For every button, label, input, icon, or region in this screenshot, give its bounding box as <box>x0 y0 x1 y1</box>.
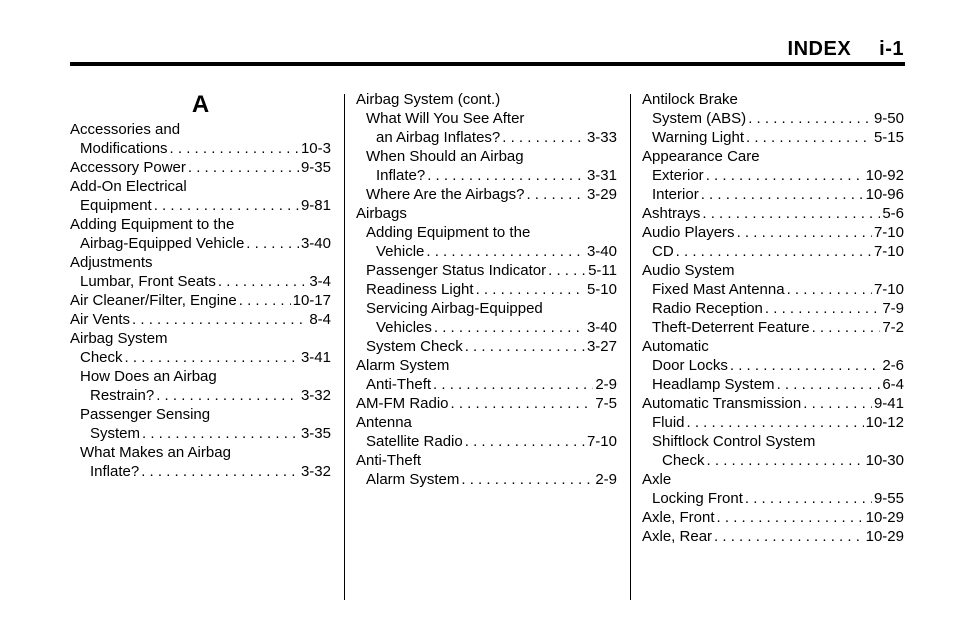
index-entry <box>70 120 331 139</box>
index-entry <box>642 166 904 185</box>
entry-term: Restrain? <box>90 387 155 404</box>
index-entry <box>356 90 617 109</box>
index-title: INDEX <box>787 38 852 60</box>
index-entry <box>70 196 331 215</box>
index-entry <box>642 109 904 128</box>
index-entry <box>642 413 904 432</box>
entry-term: Airbags <box>356 205 407 222</box>
entry-page: 9-55 <box>873 490 904 507</box>
entry-page: 7-10 <box>873 243 904 260</box>
index-entry <box>356 413 617 432</box>
entry-term: Inflate? <box>90 463 140 480</box>
entry-term: Axle, Rear <box>642 528 713 545</box>
entry-term: Appearance Care <box>642 148 760 165</box>
entry-term: Fixed Mast Antenna <box>652 281 785 298</box>
index-entry <box>70 443 331 462</box>
entry-term: Interior <box>652 186 699 203</box>
dot-leader <box>239 291 291 310</box>
entry-term: What Will You See After <box>366 110 525 127</box>
entry-page: 10-92 <box>865 167 904 184</box>
entry-term: Ashtrays <box>642 205 701 222</box>
dot-leader <box>426 242 585 261</box>
index-entry <box>70 462 331 481</box>
index-entry <box>70 405 331 424</box>
entry-page: 2-9 <box>595 471 617 488</box>
entry-term: Where Are the Airbags? <box>366 186 525 203</box>
entry-term: Vehicles <box>376 319 432 336</box>
entry-term: Headlamp System <box>652 376 775 393</box>
index-entry <box>642 280 904 299</box>
index-entry <box>642 223 904 242</box>
index-entry <box>356 432 617 451</box>
entry-term: Audio System <box>642 262 735 279</box>
index-entry <box>70 291 331 310</box>
index-entry <box>356 356 617 375</box>
dot-leader <box>777 375 881 394</box>
section-letter: A <box>191 91 210 118</box>
index-entry <box>70 215 331 234</box>
dot-leader <box>170 139 299 158</box>
dot-leader <box>132 310 307 329</box>
entry-term: Readiness Light <box>366 281 474 298</box>
entry-page: 8-4 <box>309 311 331 328</box>
entry-term: Warning Light <box>652 129 744 146</box>
index-entry <box>642 261 904 280</box>
dot-leader <box>154 196 299 215</box>
entry-page: 3-31 <box>586 167 617 184</box>
entry-term: Servicing Airbag-Equipped <box>366 300 543 317</box>
entry-term: Axle, Front <box>642 509 715 526</box>
dot-leader <box>745 489 872 508</box>
entry-term: Exterior <box>652 167 704 184</box>
dot-leader <box>748 109 872 128</box>
entry-term: Fluid <box>652 414 685 431</box>
page-number: i-1 <box>879 38 904 60</box>
index-entry <box>356 128 617 147</box>
index-entry <box>70 234 331 253</box>
entry-term: Satellite Radio <box>366 433 463 450</box>
entry-page: 9-41 <box>873 395 904 412</box>
index-entry <box>356 223 617 242</box>
index-entry <box>642 356 904 375</box>
entry-page: 7-9 <box>882 300 904 317</box>
index-entry <box>642 299 904 318</box>
entry-term: Door Locks <box>652 357 728 374</box>
index-entry <box>356 147 617 166</box>
entry-term: Accessories and <box>70 121 181 138</box>
entry-term: Inflate? <box>376 167 426 184</box>
entry-page: 5-10 <box>586 281 617 298</box>
dot-leader <box>765 299 880 318</box>
index-entry <box>70 272 331 291</box>
entry-page: 3-41 <box>300 349 331 366</box>
entry-page: 10-17 <box>292 292 331 309</box>
entry-term: Adjustments <box>70 254 153 271</box>
header-rule <box>70 62 905 66</box>
entry-term: Airbag System (cont.) <box>356 91 501 108</box>
dot-leader <box>717 508 864 527</box>
dot-leader <box>142 424 299 443</box>
dot-leader <box>803 394 872 413</box>
entry-page: 10-3 <box>300 140 331 157</box>
index-entry <box>70 424 331 443</box>
entry-term: System <box>90 425 141 442</box>
entry-term: Alarm System <box>366 471 460 488</box>
index-entry <box>356 470 617 489</box>
entry-page: 9-35 <box>300 159 331 176</box>
entry-term: Adding Equipment to the <box>70 216 235 233</box>
dot-leader <box>714 527 864 546</box>
index-entry <box>356 337 617 356</box>
index-entry <box>642 318 904 337</box>
entry-term: Antilock Brake <box>642 91 738 108</box>
dot-leader <box>526 185 585 204</box>
entry-page: 10-29 <box>865 528 904 545</box>
dot-leader <box>461 470 593 489</box>
entry-page: 7-2 <box>882 319 904 336</box>
index-entry <box>642 90 904 109</box>
dot-leader <box>746 128 872 147</box>
entry-term: Automatic Transmission <box>642 395 802 412</box>
dot-leader <box>676 242 872 261</box>
entry-page: 5-15 <box>873 129 904 146</box>
index-entry <box>356 394 617 413</box>
dot-leader <box>707 451 864 470</box>
entry-page: 7-10 <box>873 224 904 241</box>
entry-term: Locking Front <box>652 490 743 507</box>
entry-term: an Airbag Inflates? <box>376 129 501 146</box>
entry-page: 5-11 <box>588 262 617 279</box>
entry-page: 3-40 <box>300 235 331 252</box>
entry-term: Check <box>662 452 705 469</box>
index-entry <box>356 242 617 261</box>
dot-leader <box>125 348 299 367</box>
entry-page: 5-6 <box>882 205 904 222</box>
dot-leader <box>188 158 299 177</box>
page-header <box>788 38 904 61</box>
entry-page: 3-32 <box>300 463 331 480</box>
entry-term: Theft-Deterrent Feature <box>652 319 810 336</box>
entry-term: Check <box>80 349 123 366</box>
entry-term: Airbag System <box>70 330 168 347</box>
entry-page: 7-10 <box>873 281 904 298</box>
entry-page: 3-35 <box>300 425 331 442</box>
entry-term: Passenger Sensing <box>80 406 211 423</box>
dot-leader <box>812 318 881 337</box>
index-entry <box>70 386 331 405</box>
index-entry <box>356 318 617 337</box>
entry-term: Adding Equipment to the <box>366 224 531 241</box>
entry-page: 10-30 <box>865 452 904 469</box>
dot-leader <box>730 356 880 375</box>
index-entry <box>356 299 617 318</box>
dot-leader <box>433 375 593 394</box>
dot-leader <box>465 432 585 451</box>
index-entry <box>70 253 331 272</box>
index-entry <box>642 185 904 204</box>
index-entry <box>356 451 617 470</box>
entry-term: Passenger Status Indicator <box>366 262 547 279</box>
index-entry <box>642 337 904 356</box>
index-entry <box>356 166 617 185</box>
entry-page: 9-50 <box>873 110 904 127</box>
index-entry <box>642 204 904 223</box>
index-entry <box>70 139 331 158</box>
index-entry <box>70 329 331 348</box>
entry-page: 3-40 <box>586 319 617 336</box>
entry-page: 10-96 <box>865 186 904 203</box>
dot-leader <box>476 280 585 299</box>
entry-term: Axle <box>642 471 672 488</box>
entry-term: System Check <box>366 338 463 355</box>
entry-term: AM-FM Radio <box>356 395 449 412</box>
entry-term: Anti-Theft <box>366 376 432 393</box>
entry-term: Airbag-Equipped Vehicle <box>80 235 245 252</box>
index-entry <box>70 348 331 367</box>
entry-term: Add-On Electrical <box>70 178 187 195</box>
entry-page: 3-4 <box>309 273 331 290</box>
dot-leader <box>451 394 594 413</box>
index-entry <box>642 128 904 147</box>
entry-page: 3-33 <box>586 129 617 146</box>
index-entry <box>642 394 904 413</box>
index-column-2 <box>356 90 617 489</box>
index-entry <box>70 158 331 177</box>
entry-term: Radio Reception <box>652 300 763 317</box>
index-entry <box>642 242 904 261</box>
index-column-1 <box>70 90 331 481</box>
entry-page: 3-32 <box>300 387 331 404</box>
index-entry <box>642 432 904 451</box>
dot-leader <box>427 166 585 185</box>
entry-term: Modifications <box>80 140 168 157</box>
entry-page: 7-5 <box>595 395 617 412</box>
dot-leader <box>465 337 585 356</box>
entry-page: 2-9 <box>595 376 617 393</box>
entry-term: Accessory Power <box>70 159 186 176</box>
dot-leader <box>737 223 872 242</box>
entry-page: 9-81 <box>300 197 331 214</box>
index-entry <box>70 367 331 386</box>
dot-leader <box>787 280 872 299</box>
entry-page: 10-12 <box>865 414 904 431</box>
dot-leader <box>502 128 585 147</box>
index-entry <box>642 451 904 470</box>
entry-term: What Makes an Airbag <box>80 444 231 461</box>
entry-term: Shiftlock Control System <box>652 433 816 450</box>
entry-term: Audio Players <box>642 224 735 241</box>
index-entry <box>642 470 904 489</box>
index-entry <box>642 375 904 394</box>
entry-term: Anti-Theft <box>356 452 422 469</box>
dot-leader <box>141 462 299 481</box>
column-divider <box>344 94 345 600</box>
entry-term: Lumbar, Front Seats <box>80 273 216 290</box>
entry-term: Equipment <box>80 197 152 214</box>
dot-leader <box>702 204 880 223</box>
index-entry <box>642 489 904 508</box>
index-entry <box>356 375 617 394</box>
index-entry <box>356 109 617 128</box>
index-entry <box>356 280 617 299</box>
dot-leader <box>434 318 585 337</box>
index-entry <box>642 147 904 166</box>
index-entry <box>356 261 617 280</box>
entry-term: Alarm System <box>356 357 450 374</box>
index-entry <box>70 310 331 329</box>
index-entry <box>356 185 617 204</box>
dot-leader <box>156 386 299 405</box>
dot-leader <box>548 261 586 280</box>
index-entry <box>642 508 904 527</box>
index-entry <box>642 527 904 546</box>
entry-page: 3-29 <box>586 186 617 203</box>
dot-leader <box>706 166 864 185</box>
entry-page: 2-6 <box>882 357 904 374</box>
column-divider <box>630 94 631 600</box>
dot-leader <box>687 413 864 432</box>
dot-leader <box>218 272 307 291</box>
entry-term: CD <box>652 243 674 260</box>
entry-page: 3-27 <box>586 338 617 355</box>
entry-term: How Does an Airbag <box>80 368 217 385</box>
index-entry <box>356 204 617 223</box>
entry-page: 3-40 <box>586 243 617 260</box>
dot-leader <box>246 234 299 253</box>
entry-term: Vehicle <box>376 243 425 260</box>
entry-page: 6-4 <box>882 376 904 393</box>
entry-page: 7-10 <box>586 433 617 450</box>
dot-leader <box>701 185 864 204</box>
index-entry <box>70 177 331 196</box>
entry-term: System (ABS) <box>652 110 747 127</box>
entry-term: Automatic <box>642 338 709 355</box>
entry-term: Air Cleaner/Filter, Engine <box>70 292 237 309</box>
entry-term: Antenna <box>356 414 412 431</box>
index-column-3 <box>642 90 904 546</box>
entry-term: Air Vents <box>70 311 131 328</box>
entry-page: 10-29 <box>865 509 904 526</box>
entry-term: When Should an Airbag <box>366 148 524 165</box>
